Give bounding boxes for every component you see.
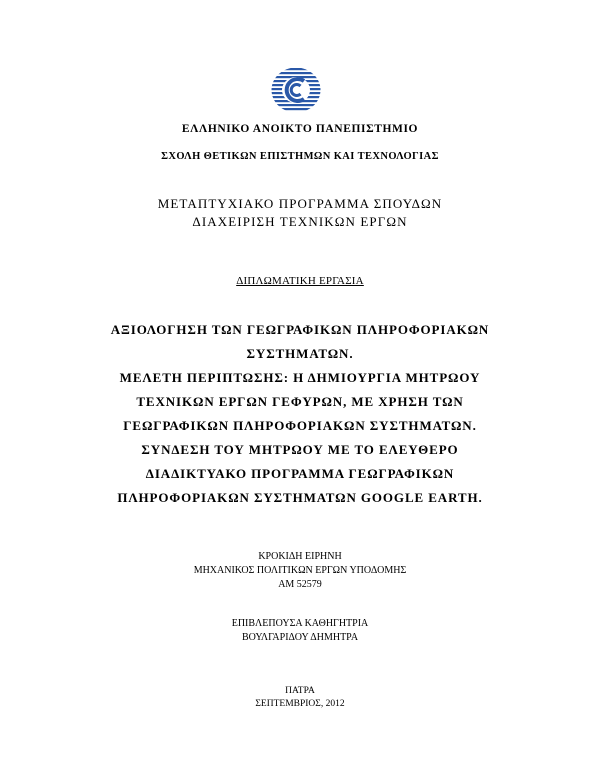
program-title-line-1: ΜΕΤΑΠΤΥΧΙΑΚΟ ΠΡΟΓΡΑΜΜΑ ΣΠΟΥΔΩΝ <box>157 196 443 211</box>
date: ΣΕΠΤΕΜΒΡΙΟΣ, 2012 <box>255 699 345 709</box>
city: ΠΑΤΡΑ <box>285 686 315 696</box>
title-line: ΤΕΧΝΙΚΩΝ ΕΡΓΩΝ ΓΕΦΥΡΩΝ, ΜΕ ΧΡΗΣΗ ΤΩΝ <box>136 394 464 409</box>
title-line: ΠΛΗΡΟΦΟΡΙΑΚΩΝ ΣΥΣΤΗΜΑΤΩΝ GOOGLE EARTH. <box>117 490 483 505</box>
title-line: ΣΥΝΔΕΣΗ ΤΟΥ ΜΗΤΡΩΟΥ ΜΕ ΤΟ ΕΛΕΥΘΕΡΟ <box>141 442 459 457</box>
title-line: ΜΕΛΕΤΗ ΠΕΡΙΠΤΩΣΗΣ: Η ΔΗΜΙΟΥΡΓΙΑ ΜΗΤΡΩΟΥ <box>119 370 481 385</box>
thesis-title <box>60 318 540 510</box>
title-line: ΓΕΩΓΡΑΦΙΚΩΝ ΠΛΗΡΟΦΟΡΙΑΚΩΝ ΣΥΣΤΗΜΑΤΩΝ. <box>123 418 477 433</box>
author-profession: ΜΗΧΑΝΙΚΟΣ ΠΟΛΙΤΙΚΩΝ ΕΡΓΩΝ ΥΠΟΔΟΜΗΣ <box>193 565 407 576</box>
title-line: ΑΞΙΟΛΟΓΗΣΗ ΤΩΝ ΓΕΩΓΡΑΦΙΚΩΝ ΠΛΗΡΟΦΟΡΙΑΚΩΝ <box>110 322 490 337</box>
supervisor-name: ΒΟΥΛΓΑΡΙΔΟΥ ΔΗΜΗΤΡΑ <box>241 632 359 643</box>
school-name: ΣΧΟΛΗ ΘΕΤΙΚΩΝ ΕΠΙΣΤΗΜΩΝ ΚΑΙ ΤΕΧΝΟΛΟΓΙΑΣ <box>161 151 439 162</box>
university-name: ΕΛΛΗΝΙΚΟ ΑΝΟΙΚΤΟ ΠΑΝΕΠΙΣΤΗΜΙΟ <box>181 123 419 135</box>
title-line: ΔΙΑΔΙΚΤΥΑΚΟ ΠΡΟΓΡΑΜΜΑ ΓΕΩΓΡΑΦΙΚΩΝ <box>145 466 455 481</box>
document-type-heading: ΔΙΠΛΩΜΑΤΙΚΗ ΕΡΓΑΣΙΑ <box>236 275 364 287</box>
place-and-date <box>0 685 600 711</box>
author-name: ΚΡΟΚΙΔΗ ΕΙΡΗΝΗ <box>258 551 342 562</box>
author-info <box>0 550 600 592</box>
supervisor-info <box>0 617 600 645</box>
program-title-line-2: ΔΙΑΧΕΙΡΙΣΗ ΤΕΧΝΙΚΩΝ ΕΡΓΩΝ <box>192 214 408 229</box>
author-registration-number: ΑΜ 52579 <box>278 579 322 590</box>
title-line: ΣΥΣΤΗΜΑΤΩΝ. <box>246 346 354 361</box>
supervisor-role: ΕΠΙΒΛΕΠΟΥΣΑ ΚΑΘΗΓΗΤΡΙΑ <box>231 618 369 629</box>
university-logo-icon <box>271 67 321 113</box>
